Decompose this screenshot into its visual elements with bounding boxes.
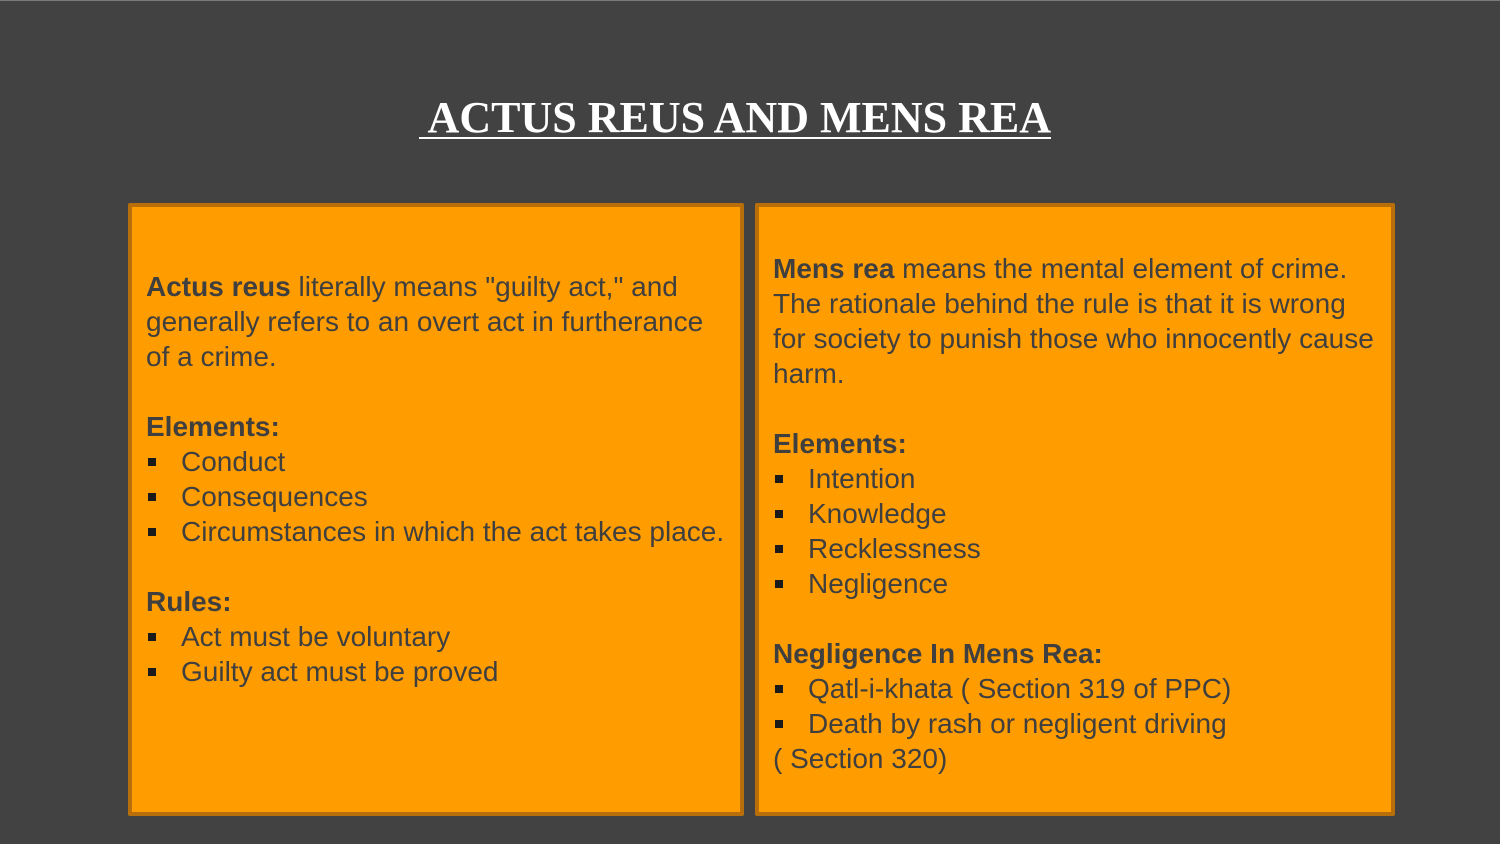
square-bullet-icon	[775, 685, 783, 693]
list-item-text: Negligence	[808, 568, 949, 599]
list-item-text: Intention	[808, 463, 916, 494]
list-item	[773, 461, 1381, 496]
square-bullet-icon	[148, 668, 156, 676]
actus-reus-rules-heading: Rules:	[146, 586, 232, 617]
list-item-text: Circumstances in which the act takes place.	[181, 516, 725, 547]
list-item	[773, 706, 1381, 741]
square-bullet-icon	[775, 580, 783, 588]
list-item	[146, 444, 730, 479]
list-item-text: Act must be voluntary	[181, 621, 451, 652]
slide-title-text: ACTUS REUS AND MENS REA	[418, 93, 1051, 142]
list-item-text: Knowledge	[808, 498, 947, 529]
top-border-line	[0, 0, 1500, 1]
list-item	[773, 566, 1381, 601]
actus-reus-elements-heading: Elements:	[146, 411, 280, 442]
negligence-heading: Negligence In Mens Rea:	[773, 638, 1103, 669]
mens-rea-elements-list	[773, 461, 1381, 601]
list-item-text: Recklessness	[808, 533, 981, 564]
list-item	[146, 619, 730, 654]
square-bullet-icon	[775, 510, 783, 518]
square-bullet-icon	[775, 720, 783, 728]
list-item	[146, 479, 730, 514]
list-item	[146, 654, 730, 689]
list-item	[773, 496, 1381, 531]
mens-rea-definition-text: means the mental element of crime. The rationale behind the rule is that it is wrong for society to punish those who innocently cause harm.	[773, 253, 1374, 389]
actus-reus-rules-list	[146, 619, 730, 689]
negligence-section-note: ( Section 320)	[773, 743, 948, 774]
list-item-text: Death by rash or negligent driving	[808, 708, 1227, 739]
slide-title	[0, 92, 1470, 144]
square-bullet-icon	[775, 475, 783, 483]
list-item	[773, 671, 1381, 706]
square-bullet-icon	[148, 458, 156, 466]
list-item-text: Guilty act must be proved	[181, 656, 499, 687]
mens-rea-elements-heading: Elements:	[773, 428, 907, 459]
square-bullet-icon	[775, 545, 783, 553]
list-item-text: Qatl-i-khata ( Section 319 of PPC)	[808, 673, 1232, 704]
actus-reus-definition-text: literally means "guilty act," and generally refers to an overt act in furtherance of a crime.	[146, 271, 704, 372]
list-item-text: Consequences	[181, 481, 368, 512]
list-item	[146, 514, 730, 549]
square-bullet-icon	[148, 633, 156, 641]
actus-reus-term: Actus reus	[146, 271, 291, 302]
mens-rea-definition	[773, 251, 1381, 391]
actus-reus-panel	[128, 203, 744, 816]
square-bullet-icon	[148, 493, 156, 501]
list-item-text: Conduct	[181, 446, 286, 477]
negligence-list	[773, 671, 1381, 741]
actus-reus-elements-list	[146, 444, 730, 549]
actus-reus-definition	[146, 269, 730, 374]
square-bullet-icon	[148, 528, 156, 536]
mens-rea-term: Mens rea	[773, 253, 895, 284]
list-item	[773, 531, 1381, 566]
mens-rea-panel	[755, 203, 1395, 816]
